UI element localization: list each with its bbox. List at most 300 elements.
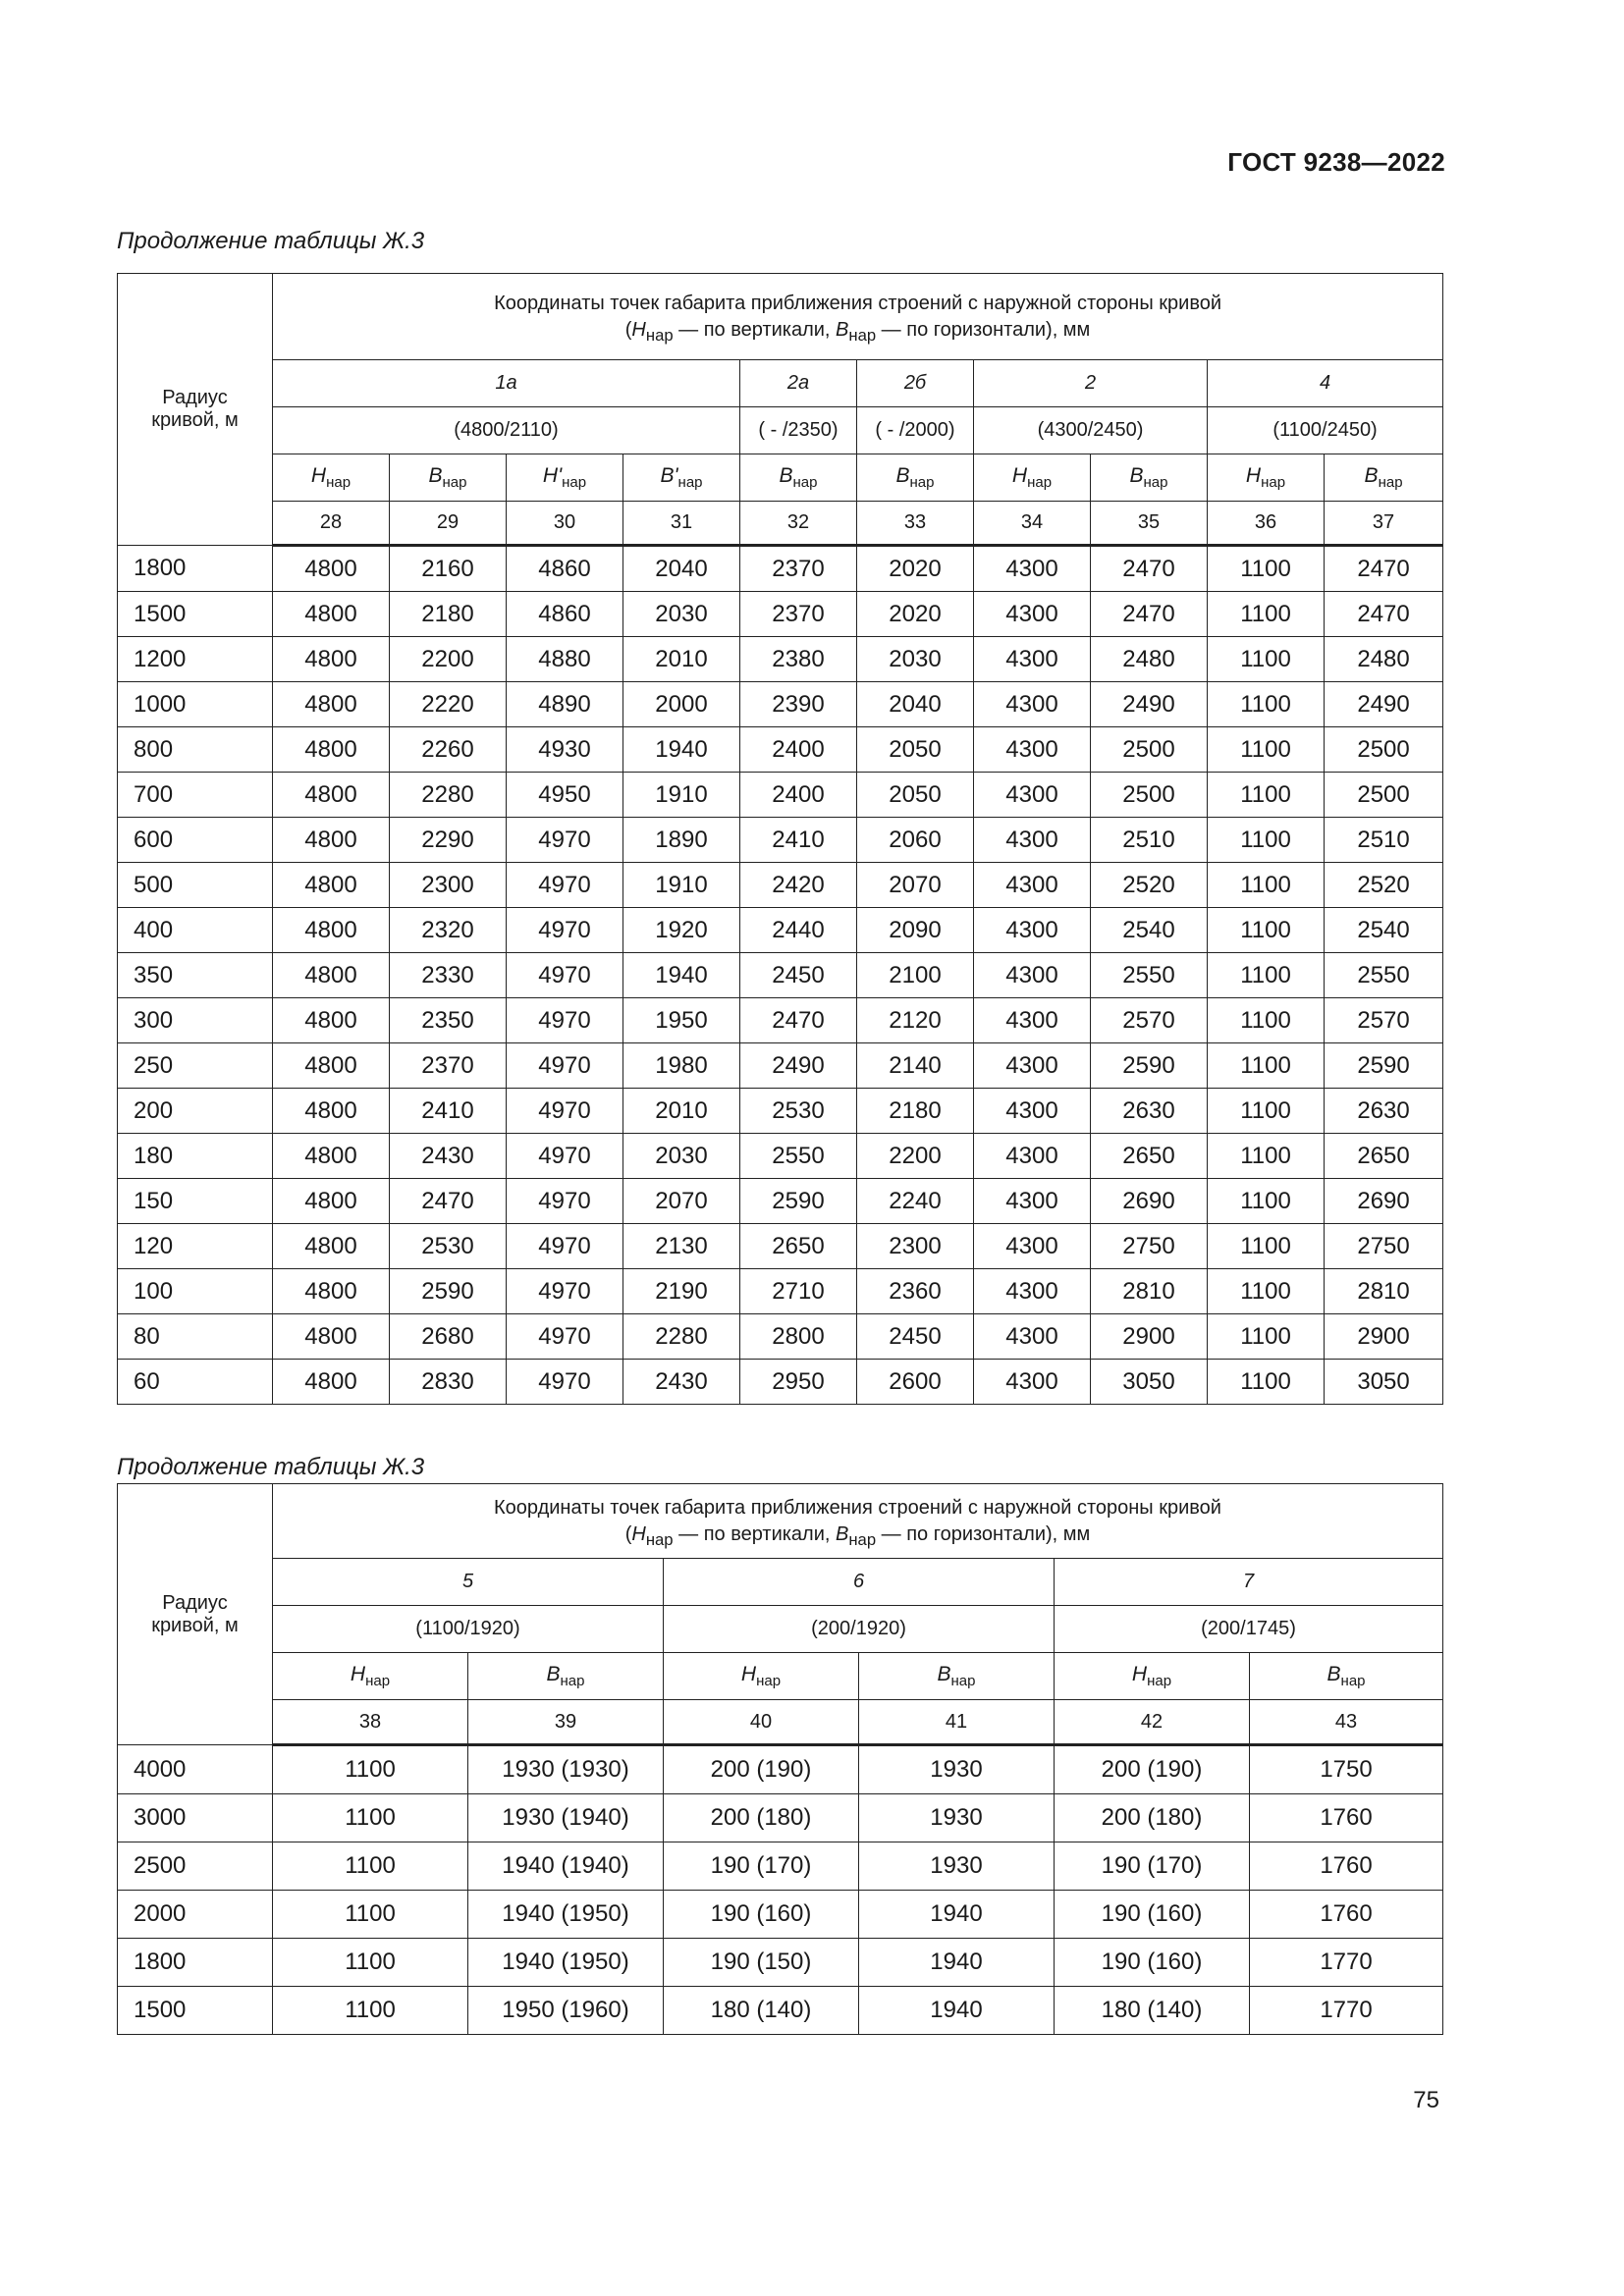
table-row xyxy=(118,908,1443,953)
group-header: 2 xyxy=(974,360,1208,407)
value-cell: 2220 xyxy=(390,682,507,727)
value-cell: 2600 xyxy=(857,1360,974,1405)
value-cell: 4970 xyxy=(507,1269,623,1314)
value-cell: 4970 xyxy=(507,953,623,998)
radius-cell: 800 xyxy=(118,727,273,773)
value-cell: 1100 xyxy=(1208,1134,1325,1179)
value-cell: 2300 xyxy=(857,1224,974,1269)
param-header: (1100/2450) xyxy=(1208,407,1443,454)
value-cell: 4970 xyxy=(507,1089,623,1134)
value-cell: 1910 xyxy=(623,863,740,908)
value-cell: 4300 xyxy=(974,953,1091,998)
value-cell: 180 (140) xyxy=(1055,1987,1250,2035)
value-cell: 1100 xyxy=(273,1842,468,1891)
value-cell: 2750 xyxy=(1325,1224,1443,1269)
value-cell: 4800 xyxy=(273,998,390,1043)
value-cell: 4300 xyxy=(974,1224,1091,1269)
value-cell: 4800 xyxy=(273,1314,390,1360)
symbol-header: $H_{нар}$ xyxy=(1208,454,1325,502)
table-row xyxy=(118,1043,1443,1089)
value-cell: 2240 xyxy=(857,1179,974,1224)
value-cell: 1100 xyxy=(273,1794,468,1842)
symbol-header: $B'_{нар}$ xyxy=(623,454,740,502)
value-cell: 2630 xyxy=(1325,1089,1443,1134)
value-cell: 1100 xyxy=(1208,863,1325,908)
coordinates-header: Координаты точек габарита приближения строений с наружной стороны кривой ($H_{нар}$ — по вертикали, $B_{нар}$ — по горизонтали), мм xyxy=(273,274,1443,360)
radius-cell: 1500 xyxy=(118,1987,273,2035)
value-cell: 4300 xyxy=(974,908,1091,953)
value-cell: 4800 xyxy=(273,592,390,637)
radius-cell: 4000 xyxy=(118,1745,273,1794)
value-cell: 2690 xyxy=(1091,1179,1208,1224)
value-cell: 200 (180) xyxy=(1055,1794,1250,1842)
value-cell: 2490 xyxy=(740,1043,857,1089)
value-cell: 4300 xyxy=(974,1269,1091,1314)
value-cell: 4300 xyxy=(974,1360,1091,1405)
value-cell: 4970 xyxy=(507,1043,623,1089)
table2 xyxy=(117,1483,1443,2035)
value-cell: 2280 xyxy=(623,1314,740,1360)
value-cell: 2710 xyxy=(740,1269,857,1314)
value-cell: 2030 xyxy=(623,1134,740,1179)
value-cell: 4970 xyxy=(507,1360,623,1405)
value-cell: 2320 xyxy=(390,908,507,953)
radius-cell: 2000 xyxy=(118,1891,273,1939)
value-cell: 2140 xyxy=(857,1043,974,1089)
coordinates-header: Координаты точек габарита приближения строений с наружной стороны кривой ($H_{нар}$ — по вертикали, $B_{нар}$ — по горизонтали), мм xyxy=(273,1484,1443,1559)
table-row xyxy=(118,1987,1443,2035)
value-cell: 2470 xyxy=(1325,546,1443,592)
table-row xyxy=(118,1360,1443,1405)
radius-cell: 300 xyxy=(118,998,273,1043)
value-cell: 2650 xyxy=(1325,1134,1443,1179)
column-number: 35 xyxy=(1091,502,1208,546)
value-cell: 2070 xyxy=(623,1179,740,1224)
column-number: 41 xyxy=(859,1700,1055,1745)
value-cell: 200 (180) xyxy=(664,1794,859,1842)
value-cell: 4930 xyxy=(507,727,623,773)
value-cell: 4300 xyxy=(974,727,1091,773)
symbol-header: $H_{нар}$ xyxy=(664,1653,859,1700)
value-cell: 2470 xyxy=(1325,592,1443,637)
document-code: ГОСТ 9238—2022 xyxy=(1227,147,1445,177)
column-number: 30 xyxy=(507,502,623,546)
value-cell: 2390 xyxy=(740,682,857,727)
value-cell: 1100 xyxy=(1208,1043,1325,1089)
value-cell: 4800 xyxy=(273,908,390,953)
value-cell: 2370 xyxy=(740,546,857,592)
value-cell: 1940 xyxy=(859,1939,1055,1987)
column-number: 36 xyxy=(1208,502,1325,546)
value-cell: 2180 xyxy=(390,592,507,637)
value-cell: 2130 xyxy=(623,1224,740,1269)
radius-cell: 1000 xyxy=(118,682,273,727)
value-cell: 1940 (1950) xyxy=(468,1939,664,1987)
radius-cell: 150 xyxy=(118,1179,273,1224)
value-cell: 2050 xyxy=(857,727,974,773)
value-cell: 2530 xyxy=(740,1089,857,1134)
group-header: 2б xyxy=(857,360,974,407)
value-cell: 4800 xyxy=(273,1179,390,1224)
value-cell: 1930 xyxy=(859,1745,1055,1794)
value-cell: 2810 xyxy=(1325,1269,1443,1314)
value-cell: 190 (150) xyxy=(664,1939,859,1987)
value-cell: 4880 xyxy=(507,637,623,682)
table1 xyxy=(117,273,1443,1405)
value-cell: 4800 xyxy=(273,1134,390,1179)
value-cell: 190 (160) xyxy=(664,1891,859,1939)
radius-cell: 80 xyxy=(118,1314,273,1360)
value-cell: 2350 xyxy=(390,998,507,1043)
value-cell: 1100 xyxy=(1208,908,1325,953)
symbol-header: $H_{нар}$ xyxy=(273,454,390,502)
table-row xyxy=(118,1134,1443,1179)
value-cell: 2280 xyxy=(390,773,507,818)
value-cell: 2430 xyxy=(623,1360,740,1405)
radius-cell: 600 xyxy=(118,818,273,863)
value-cell: 2570 xyxy=(1325,998,1443,1043)
symbol-header: $B_{нар}$ xyxy=(857,454,974,502)
radius-cell: 2500 xyxy=(118,1842,273,1891)
value-cell: 2690 xyxy=(1325,1179,1443,1224)
value-cell: 1950 (1960) xyxy=(468,1987,664,2035)
value-cell: 2500 xyxy=(1325,773,1443,818)
value-cell: 2480 xyxy=(1091,637,1208,682)
radius-cell: 180 xyxy=(118,1134,273,1179)
value-cell: 1760 xyxy=(1250,1842,1443,1891)
value-cell: 1100 xyxy=(1208,1269,1325,1314)
radius-cell: 500 xyxy=(118,863,273,908)
column-number: 39 xyxy=(468,1700,664,1745)
value-cell: 4970 xyxy=(507,818,623,863)
table-row xyxy=(118,1745,1443,1794)
value-cell: 2030 xyxy=(857,637,974,682)
group-header: 1а xyxy=(273,360,740,407)
table-row xyxy=(118,818,1443,863)
value-cell: 3050 xyxy=(1091,1360,1208,1405)
value-cell: 4890 xyxy=(507,682,623,727)
value-cell: 4300 xyxy=(974,1089,1091,1134)
radius-cell: 200 xyxy=(118,1089,273,1134)
symbol-header: $H_{нар}$ xyxy=(974,454,1091,502)
column-number: 34 xyxy=(974,502,1091,546)
table-row xyxy=(118,592,1443,637)
param-header: (200/1745) xyxy=(1055,1606,1443,1653)
value-cell: 1100 xyxy=(1208,998,1325,1043)
symbol-header: $H_{нар}$ xyxy=(273,1653,468,1700)
value-cell: 2590 xyxy=(1325,1043,1443,1089)
column-number: 33 xyxy=(857,502,974,546)
symbol-header: $B_{нар}$ xyxy=(390,454,507,502)
value-cell: 4800 xyxy=(273,773,390,818)
radius-cell: 400 xyxy=(118,908,273,953)
value-cell: 2750 xyxy=(1091,1224,1208,1269)
value-cell: 1100 xyxy=(1208,1360,1325,1405)
value-cell: 2520 xyxy=(1091,863,1208,908)
value-cell: 2050 xyxy=(857,773,974,818)
value-cell: 1890 xyxy=(623,818,740,863)
value-cell: 1760 xyxy=(1250,1891,1443,1939)
table-row xyxy=(118,1939,1443,1987)
column-number: 28 xyxy=(273,502,390,546)
value-cell: 4800 xyxy=(273,1224,390,1269)
table-row xyxy=(118,682,1443,727)
param-header: ( - /2350) xyxy=(740,407,857,454)
value-cell: 2450 xyxy=(740,953,857,998)
value-cell: 4300 xyxy=(974,818,1091,863)
value-cell: 1940 (1950) xyxy=(468,1891,664,1939)
group-header: 6 xyxy=(664,1559,1055,1606)
value-cell: 4300 xyxy=(974,1314,1091,1360)
value-cell: 190 (170) xyxy=(664,1842,859,1891)
symbol-header: $B_{нар}$ xyxy=(1250,1653,1443,1700)
value-cell: 2470 xyxy=(1091,546,1208,592)
radius-cell: 1800 xyxy=(118,1939,273,1987)
value-cell: 4970 xyxy=(507,908,623,953)
param-header: (200/1920) xyxy=(664,1606,1055,1653)
value-cell: 2500 xyxy=(1325,727,1443,773)
value-cell: 4800 xyxy=(273,1360,390,1405)
radius-cell: 350 xyxy=(118,953,273,998)
value-cell: 2420 xyxy=(740,863,857,908)
value-cell: 1940 xyxy=(623,953,740,998)
value-cell: 4800 xyxy=(273,1043,390,1089)
value-cell: 1930 (1930) xyxy=(468,1745,664,1794)
column-number: 42 xyxy=(1055,1700,1250,1745)
value-cell: 2020 xyxy=(857,592,974,637)
value-cell: 4970 xyxy=(507,1134,623,1179)
value-cell: 1100 xyxy=(1208,637,1325,682)
value-cell: 180 (140) xyxy=(664,1987,859,2035)
value-cell: 2570 xyxy=(1091,998,1208,1043)
value-cell: 2400 xyxy=(740,773,857,818)
radius-header: Радиус кривой, м xyxy=(118,274,273,546)
value-cell: 4300 xyxy=(974,682,1091,727)
table-row xyxy=(118,998,1443,1043)
value-cell: 2490 xyxy=(1325,682,1443,727)
value-cell: 2370 xyxy=(390,1043,507,1089)
value-cell: 2500 xyxy=(1091,727,1208,773)
value-cell: 4800 xyxy=(273,637,390,682)
value-cell: 2440 xyxy=(740,908,857,953)
value-cell: 4970 xyxy=(507,1224,623,1269)
value-cell: 4800 xyxy=(273,863,390,908)
value-cell: 4300 xyxy=(974,1043,1091,1089)
radius-cell: 1500 xyxy=(118,592,273,637)
value-cell: 2370 xyxy=(740,592,857,637)
symbol-header: $B_{нар}$ xyxy=(740,454,857,502)
value-cell: 190 (160) xyxy=(1055,1939,1250,1987)
value-cell: 2540 xyxy=(1091,908,1208,953)
value-cell: 2040 xyxy=(857,682,974,727)
table-row xyxy=(118,1314,1443,1360)
param-header: (4800/2110) xyxy=(273,407,740,454)
value-cell: 2470 xyxy=(1091,592,1208,637)
value-cell: 4860 xyxy=(507,546,623,592)
value-cell: 2160 xyxy=(390,546,507,592)
value-cell: 1100 xyxy=(1208,1179,1325,1224)
value-cell: 2470 xyxy=(390,1179,507,1224)
value-cell: 2010 xyxy=(623,1089,740,1134)
value-cell: 4300 xyxy=(974,1179,1091,1224)
value-cell: 1100 xyxy=(1208,773,1325,818)
table-row xyxy=(118,637,1443,682)
column-number: 32 xyxy=(740,502,857,546)
value-cell: 2030 xyxy=(623,592,740,637)
value-cell: 2450 xyxy=(857,1314,974,1360)
column-number: 38 xyxy=(273,1700,468,1745)
value-cell: 200 (190) xyxy=(664,1745,859,1794)
value-cell: 2830 xyxy=(390,1360,507,1405)
table-row xyxy=(118,546,1443,592)
value-cell: 1770 xyxy=(1250,1939,1443,1987)
symbol-header: $B_{нар}$ xyxy=(1091,454,1208,502)
value-cell: 2330 xyxy=(390,953,507,998)
table-row xyxy=(118,1269,1443,1314)
symbol-header: $B_{нар}$ xyxy=(468,1653,664,1700)
value-cell: 190 (170) xyxy=(1055,1842,1250,1891)
value-cell: 2400 xyxy=(740,727,857,773)
value-cell: 1100 xyxy=(1208,1224,1325,1269)
table-row xyxy=(118,1891,1443,1939)
value-cell: 1920 xyxy=(623,908,740,953)
radius-cell: 700 xyxy=(118,773,273,818)
table-row xyxy=(118,863,1443,908)
value-cell: 2430 xyxy=(390,1134,507,1179)
radius-header: Радиус кривой, м xyxy=(118,1484,273,1745)
value-cell: 1930 xyxy=(859,1794,1055,1842)
value-cell: 1940 xyxy=(859,1891,1055,1939)
value-cell: 1100 xyxy=(1208,592,1325,637)
value-cell: 2550 xyxy=(740,1134,857,1179)
value-cell: 1100 xyxy=(273,1891,468,1939)
value-cell: 1930 xyxy=(859,1842,1055,1891)
value-cell: 2010 xyxy=(623,637,740,682)
value-cell: 1100 xyxy=(1208,682,1325,727)
value-cell: 2800 xyxy=(740,1314,857,1360)
value-cell: 4950 xyxy=(507,773,623,818)
value-cell: 2550 xyxy=(1091,953,1208,998)
value-cell: 2590 xyxy=(740,1179,857,1224)
value-cell: 2090 xyxy=(857,908,974,953)
value-cell: 4970 xyxy=(507,1179,623,1224)
value-cell: 2510 xyxy=(1325,818,1443,863)
value-cell: 2200 xyxy=(857,1134,974,1179)
value-cell: 190 (160) xyxy=(1055,1891,1250,1939)
value-cell: 4800 xyxy=(273,546,390,592)
value-cell: 4300 xyxy=(974,546,1091,592)
value-cell: 4860 xyxy=(507,592,623,637)
value-cell: 2530 xyxy=(390,1224,507,1269)
value-cell: 2680 xyxy=(390,1314,507,1360)
table-row xyxy=(118,727,1443,773)
value-cell: 2040 xyxy=(623,546,740,592)
table-row xyxy=(118,1224,1443,1269)
group-header: 2а xyxy=(740,360,857,407)
value-cell: 2180 xyxy=(857,1089,974,1134)
value-cell: 4300 xyxy=(974,773,1091,818)
value-cell: 2810 xyxy=(1091,1269,1208,1314)
value-cell: 2550 xyxy=(1325,953,1443,998)
value-cell: 2060 xyxy=(857,818,974,863)
value-cell: 4800 xyxy=(273,1269,390,1314)
value-cell: 4800 xyxy=(273,953,390,998)
table-row xyxy=(118,1794,1443,1842)
table-row xyxy=(118,1842,1443,1891)
value-cell: 2260 xyxy=(390,727,507,773)
radius-cell: 1200 xyxy=(118,637,273,682)
value-cell: 1930 (1940) xyxy=(468,1794,664,1842)
symbol-header: $H'_{нар}$ xyxy=(507,454,623,502)
value-cell: 2360 xyxy=(857,1269,974,1314)
value-cell: 2380 xyxy=(740,637,857,682)
value-cell: 2100 xyxy=(857,953,974,998)
value-cell: 2120 xyxy=(857,998,974,1043)
value-cell: 1100 xyxy=(1208,953,1325,998)
radius-cell: 120 xyxy=(118,1224,273,1269)
param-header: (4300/2450) xyxy=(974,407,1208,454)
value-cell: 1100 xyxy=(1208,546,1325,592)
value-cell: 1100 xyxy=(1208,727,1325,773)
value-cell: 4800 xyxy=(273,727,390,773)
value-cell: 2480 xyxy=(1325,637,1443,682)
value-cell: 2020 xyxy=(857,546,974,592)
page-number: 75 xyxy=(1413,2087,1439,2113)
table-row xyxy=(118,953,1443,998)
symbol-header: $B_{нар}$ xyxy=(859,1653,1055,1700)
value-cell: 1940 xyxy=(859,1987,1055,2035)
value-cell: 2520 xyxy=(1325,863,1443,908)
param-header: ( - /2000) xyxy=(857,407,974,454)
column-number: 43 xyxy=(1250,1700,1443,1745)
column-number: 31 xyxy=(623,502,740,546)
value-cell: 4800 xyxy=(273,1089,390,1134)
group-header: 7 xyxy=(1055,1559,1443,1606)
value-cell: 2410 xyxy=(740,818,857,863)
column-number: 37 xyxy=(1325,502,1443,546)
value-cell: 1100 xyxy=(273,1987,468,2035)
radius-cell: 1800 xyxy=(118,546,273,592)
value-cell: 1100 xyxy=(273,1939,468,1987)
value-cell: 2950 xyxy=(740,1360,857,1405)
value-cell: 200 (190) xyxy=(1055,1745,1250,1794)
symbol-header: $H_{нар}$ xyxy=(1055,1653,1250,1700)
value-cell: 4970 xyxy=(507,863,623,908)
value-cell: 2510 xyxy=(1091,818,1208,863)
value-cell: 2500 xyxy=(1091,773,1208,818)
value-cell: 2190 xyxy=(623,1269,740,1314)
value-cell: 4300 xyxy=(974,637,1091,682)
value-cell: 1940 xyxy=(623,727,740,773)
table-row xyxy=(118,1089,1443,1134)
symbol-header: $B_{нар}$ xyxy=(1325,454,1443,502)
value-cell: 4800 xyxy=(273,818,390,863)
value-cell: 1980 xyxy=(623,1043,740,1089)
group-header: 4 xyxy=(1208,360,1443,407)
value-cell: 1910 xyxy=(623,773,740,818)
table-row xyxy=(118,773,1443,818)
param-header: (1100/1920) xyxy=(273,1606,664,1653)
value-cell: 1940 (1940) xyxy=(468,1842,664,1891)
value-cell: 1750 xyxy=(1250,1745,1443,1794)
value-cell: 2590 xyxy=(390,1269,507,1314)
value-cell: 1100 xyxy=(273,1745,468,1794)
value-cell: 2900 xyxy=(1325,1314,1443,1360)
radius-cell: 250 xyxy=(118,1043,273,1089)
value-cell: 4970 xyxy=(507,1314,623,1360)
value-cell: 2900 xyxy=(1091,1314,1208,1360)
value-cell: 1100 xyxy=(1208,1314,1325,1360)
